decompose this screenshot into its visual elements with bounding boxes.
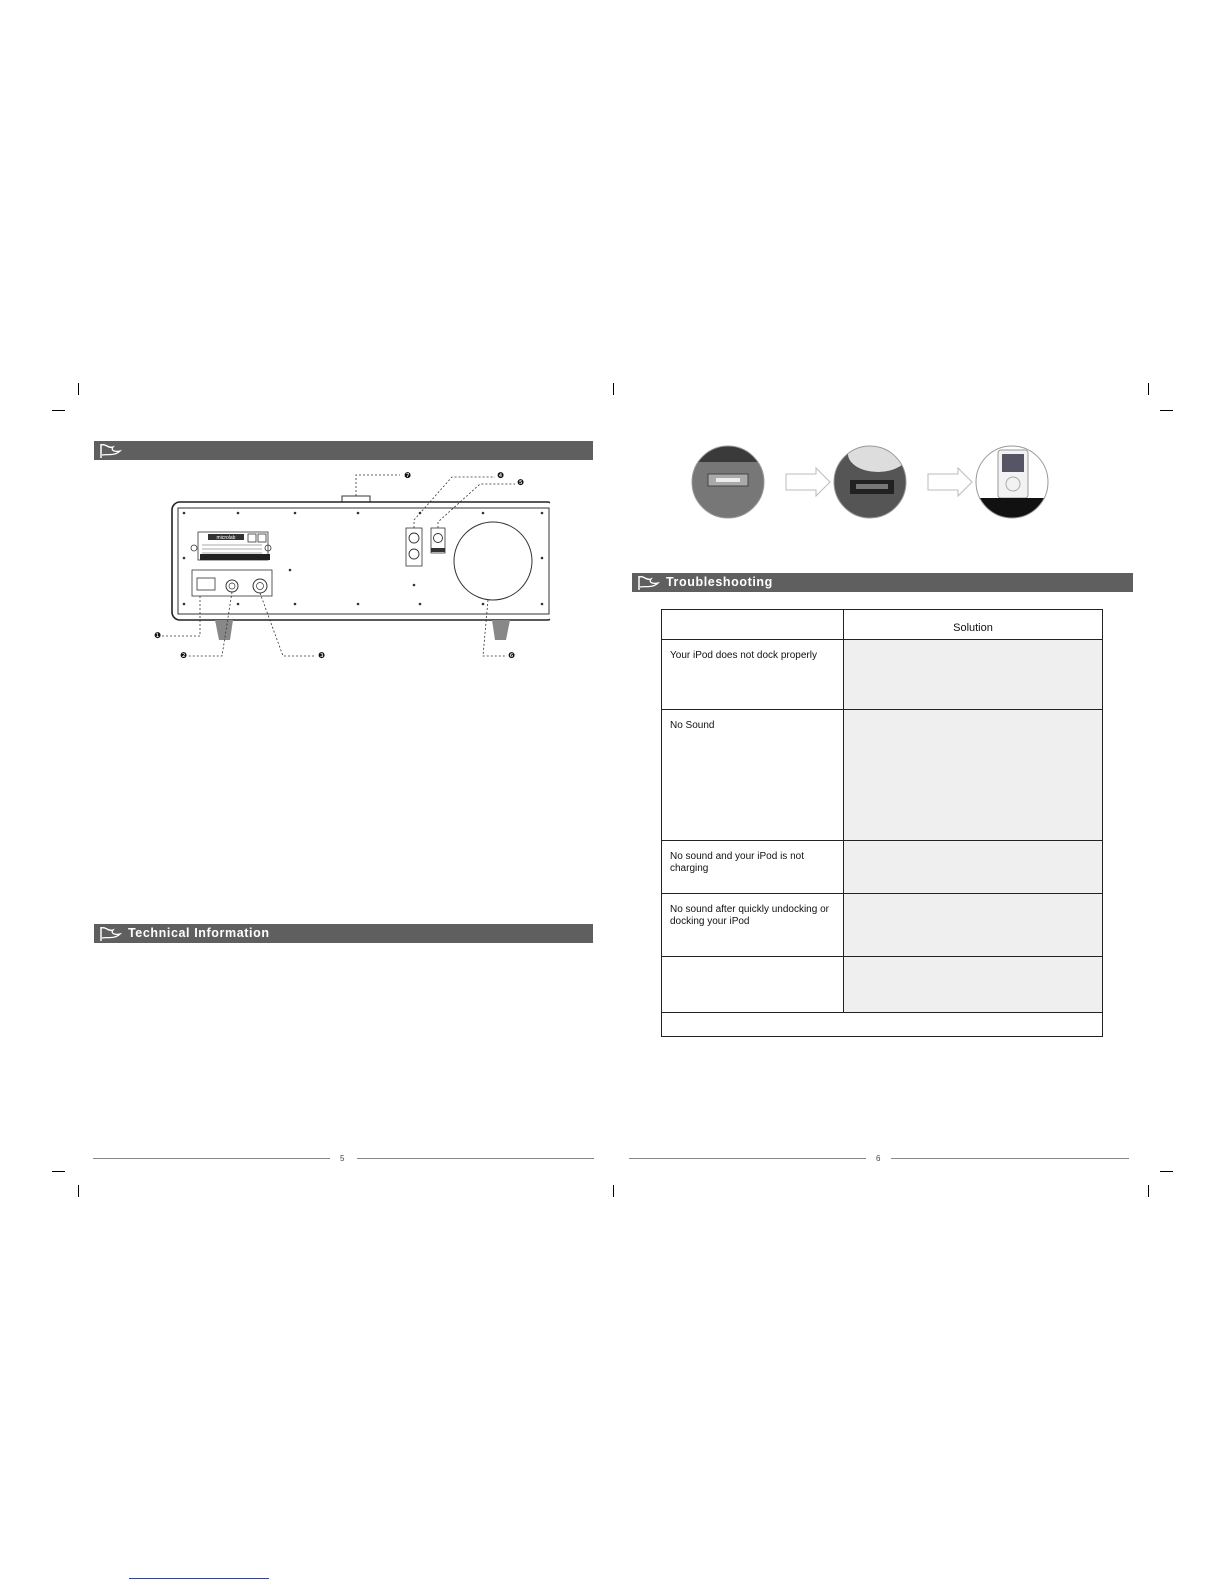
crop-mark [78,1185,79,1197]
section-bar-troubleshooting [632,573,1133,592]
flag-icon [98,926,122,942]
crop-mark [52,410,65,411]
callout-7: ❼ [404,471,412,480]
rear-panel-diagram [150,470,550,670]
callout-5: ❺ [517,478,525,487]
solution-cell [844,841,1103,894]
crop-mark [1148,1185,1149,1197]
section-title: Troubleshooting [666,575,773,589]
problem-cell: No sound after quickly undocking or docking your iPod [662,894,844,957]
docking-steps-illustration [690,444,1060,522]
footer-rule [891,1158,1129,1159]
solution-cell [844,894,1103,957]
callout-6: ❻ [508,651,516,660]
footer-rule [629,1158,866,1159]
section-bar-technical-information [94,924,593,943]
header-solution: Solution [844,610,1103,640]
crop-mark [52,1171,65,1172]
crop-mark [78,383,79,395]
crop-mark [613,383,614,395]
solution-cell [844,710,1103,841]
problem-cell: No Sound [662,710,844,841]
flag-icon [636,575,660,591]
page-number: 5 [340,1154,345,1163]
table-row [662,841,1103,894]
table-row [662,957,1103,1013]
crop-mark [1160,1171,1173,1172]
problem-cell: Your iPod does not dock properly [662,640,844,710]
crop-mark [1160,410,1173,411]
crop-mark [613,1185,614,1197]
header-problem [662,610,844,640]
page-number: 6 [876,1154,881,1163]
table-row [662,640,1103,710]
link-underline [129,1578,269,1579]
table-footer-row [662,1013,1103,1037]
callout-1: ❶ [154,631,162,640]
callout-4: ❹ [497,471,505,480]
crop-mark [1148,383,1149,395]
table-footer [662,1013,1103,1037]
callout-2: ❷ [180,651,188,660]
troubleshooting-table [661,609,1103,1037]
brand-label: microlab [216,535,236,541]
footer-rule [93,1158,330,1159]
table-row [662,894,1103,957]
footer-rule [357,1158,594,1159]
solution-cell [844,640,1103,710]
table-header-row [662,610,1103,640]
problem-cell [662,957,844,1013]
solution-cell [844,957,1103,1013]
table-row [662,710,1103,841]
problem-cell: No sound and your iPod is not charging [662,841,844,894]
flag-icon [98,443,122,459]
section-title: Technical Information [128,926,270,940]
section-bar [94,441,593,460]
callout-3: ❸ [318,651,326,660]
